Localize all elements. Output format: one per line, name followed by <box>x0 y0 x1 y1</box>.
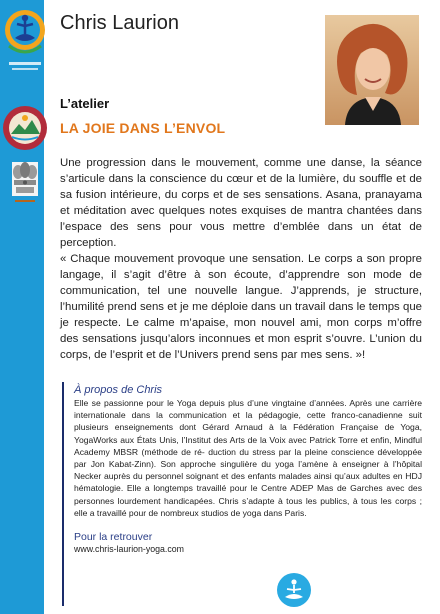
circular-emblem-icon <box>2 100 48 156</box>
article-body <box>60 155 422 363</box>
sidebar-band <box>0 0 52 614</box>
quote-paragraph: « Chaque mouvement provoque une sensation. Le corps a son propre langage, il s’agit d’être à son écoute, d’apprendre son mode de communication, tel une nouvelle langue. J’apprends, je structure, l’humilité prend sens et je me déploie dans un travail dans le temps que je respecte. Le calme m’apaise, mon nouvel ami, mon corps m’offre des sensations jusqu’alors inconnues et mon esprit s’ouvre. L’union du corps, de l’esprit et de l’Univers prend sens par mes sens. »! <box>60 253 422 361</box>
intro-paragraph: Une progression dans le mouvement, comme une danse, la séance s’articule dans la conscience du cœur et de la lumière, du souffle et de sa fusion intérieure, du corps et de ses sensations. Asana, pranayama et méditation avec quelques notes exquises de mantra chantées dans l’espace des sens pour vous mettre d’emblée dans un état de perception. <box>60 157 422 249</box>
sidebar-divider <box>44 0 52 614</box>
article-title: LA JOIE DANS L’ENVOL <box>60 120 226 136</box>
portrait-photo <box>325 15 419 125</box>
about-text: Elle se passionne pour le Yoga depuis plus d’une vingtaine d’années. Après une carrière internationale dans la communication et la pédagogie, cette franco-canadienne suit plusieurs enseignements dont Gérard Arnaud à la Fédération Française de Yoga, YogaWorks aux États Unis, l’Institut des Arts de la Voix avec Patrick Torre et enfin, Mindful Academy MBSR (méthode de ré- duction du stress par la pleine conscience développée par Jon Kabat-Zinn). Son approche singulière du yoga l’amène à enseigner à l’hôpital Necker auprès du personnel soignant et des enfants malades ainsi qu’aux adultes en HDJ hématologie. Elle a longtemps travaillé pour le Centre ADEP Mas de Garches avec des personnes lourdement handicapées. Chris s’adapte à tous les publics, à tous les corps ; elle a travaillé pour de nombreux studios de yoga dans Paris. <box>74 398 422 518</box>
author-name: Chris Laurion <box>60 12 179 34</box>
meditation-badge-icon <box>276 572 312 608</box>
ashoka-emblem-icon <box>7 160 43 210</box>
contact-url[interactable]: www.chris-laurion-yoga.com <box>74 544 184 555</box>
section-kicker: L’atelier <box>60 96 110 111</box>
about-title: À propos de Chris <box>74 384 163 396</box>
about-box <box>62 382 422 606</box>
contact-label: Pour la retrouver <box>74 531 153 544</box>
international-yoga-day-logo-icon <box>3 4 47 80</box>
